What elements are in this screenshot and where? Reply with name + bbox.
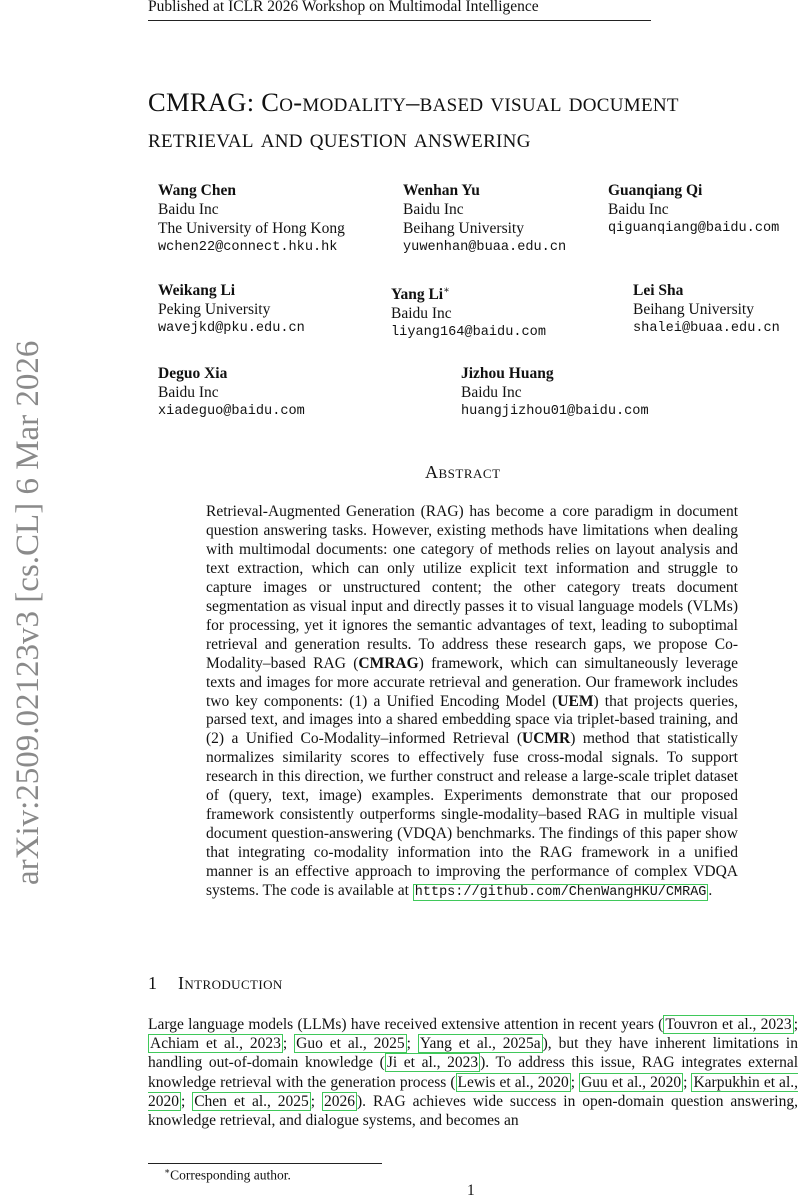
intro-paragraph xyxy=(148,1015,798,1130)
citation-link[interactable]: 2026 xyxy=(324,1092,356,1110)
intro-text: ; xyxy=(282,1035,295,1053)
author-affiliation: Baidu Inc xyxy=(403,201,464,218)
author-affiliation: Beihang University xyxy=(633,301,754,318)
author-affiliation: Baidu Inc xyxy=(461,384,522,401)
author-affiliation: Beihang University xyxy=(403,220,524,237)
abstract-body xyxy=(206,503,738,903)
author-name: Weikang Li xyxy=(158,282,236,299)
abstract-text: . xyxy=(708,882,713,900)
intro-text: ; xyxy=(310,1092,323,1110)
intro-text: ). To address this issue, RAG integrates external knowledge retrieval with the generation process ( xyxy=(148,1054,799,1091)
arxiv-stamp: arXiv:2509.02123v3 [cs.CL] 6 Mar 2026 xyxy=(10,340,46,885)
author-name: Deguo Xia xyxy=(158,365,228,382)
title-line-1: CMRAG: Co-modality–based visual document xyxy=(148,87,679,117)
author-name: Lei Sha xyxy=(633,282,684,299)
intro-text: ; xyxy=(181,1092,193,1110)
author-email[interactable]: yuwenhan@buaa.edu.cn xyxy=(403,240,567,255)
citation-link[interactable]: Lewis et al., 2020 xyxy=(457,1073,569,1091)
author-name: Wang Chen xyxy=(158,182,236,199)
code-url-link[interactable]: https://github.com/ChenWangHKU/CMRAG xyxy=(414,885,707,901)
author-email[interactable]: shalei@buaa.edu.cn xyxy=(633,321,780,336)
footnote xyxy=(164,1166,291,1184)
abstract-bold-term: CMRAG xyxy=(358,654,419,672)
author-email[interactable]: xiadeguo@baidu.com xyxy=(158,404,305,419)
citation-link[interactable]: Guo et al., 2025 xyxy=(296,1035,405,1053)
citation-link[interactable]: Achiam et al., 2023 xyxy=(150,1035,281,1053)
citation-link[interactable]: Touvron et al., 2023 xyxy=(665,1016,792,1033)
author-email[interactable]: huangjizhou01@baidu.com xyxy=(461,404,649,419)
citation-link[interactable]: Yang et al., 2025a xyxy=(419,1035,541,1053)
intro-text: Large language models (LLMs) have received extensive attention in recent years ( xyxy=(148,1016,664,1033)
author-block xyxy=(403,181,566,257)
author-name-text: Yang Li xyxy=(391,286,444,304)
paper-title xyxy=(148,84,798,156)
author-email[interactable]: qiguanqiang@baidu.com xyxy=(608,221,780,236)
intro-text: ; xyxy=(793,1016,798,1033)
running-header: Published at ICLR 2026 Workshop on Multimodal Intelligence xyxy=(148,0,539,15)
author-affiliation: Baidu Inc xyxy=(608,201,669,218)
abstract-bold-term: UCMR xyxy=(522,730,571,748)
author-name: Wenhan Yu xyxy=(403,182,480,199)
author-email[interactable]: wavejkd@pku.edu.cn xyxy=(158,321,305,336)
author-affiliation: The University of Hong Kong xyxy=(158,220,345,237)
author-block xyxy=(158,364,305,421)
author-name xyxy=(391,281,546,304)
citation-link[interactable]: Chen et al., 2025 xyxy=(194,1092,309,1110)
section-heading xyxy=(148,973,283,994)
citation-link[interactable]: Karpukhin et al., 2020 xyxy=(148,1073,798,1110)
author-affiliation: Baidu Inc xyxy=(158,201,219,218)
author-affiliation: Peking University xyxy=(158,301,271,318)
intro-text: ; xyxy=(570,1073,580,1091)
author-name: Jizhou Huang xyxy=(461,365,554,382)
author-affiliation: Baidu Inc xyxy=(391,305,452,323)
footnote-marker: ∗ xyxy=(164,1166,171,1176)
author-name: Guanqiang Qi xyxy=(608,182,703,199)
abstract-bold-term: UEM xyxy=(557,692,594,710)
section-number: 1 xyxy=(148,973,157,993)
author-block xyxy=(158,181,345,257)
page-number: 1 xyxy=(467,1182,475,1199)
abstract-text: ) method that statistically normalizes similarity scores to effectively fuse cross-modal signals. To support research in this direction, we further construct and release a large-scale triplet dataset of (query, text, image) examples. Experiments demonstrate that our proposed framework consistently outperforms single-modality–based RAG in multiple visual document question-answering (VDQA) benchmarks. The findings of this paper show that integrating co-modality information into the RAG framework in a unified manner is an effective approach to improving the performance of complex VDQA systems. The code is available at xyxy=(206,730,739,900)
intro-text: ), but they have inherent limitations in handling out-of-domain knowledge ( xyxy=(148,1035,798,1072)
author-affiliation: Baidu Inc xyxy=(158,384,219,401)
author-block xyxy=(633,281,780,338)
abstract-text: ) framework, which can simultaneously leverage texts and images for more accurate retrieval and generation. Our framework includes two key components: (1) a Unified Encoding Model ( xyxy=(206,654,738,710)
footnote-rule xyxy=(148,1163,382,1164)
author-block xyxy=(158,281,305,338)
author-block xyxy=(461,364,649,421)
citation-link[interactable]: Guu et al., 2020 xyxy=(581,1073,682,1091)
abstract-text: Retrieval-Augmented Generation (RAG) has become a core paradigm in document question answering tasks. However, existing methods have limitations when dealing with multimodal documents: one category of methods relies on layout analysis and text extraction, which can only utilize explicit text information and struggle to capture images or unstructured content; the other category treats document segmentation as visual input and directly passes it to visual language models (VLMs) for processing, yet it ignores the semantic advantages of text, leading to suboptimal retrieval and generation results. To address these research gaps, we propose Co-Modality–based RAG ( xyxy=(206,503,738,672)
corresponding-marker: ∗ xyxy=(443,285,450,296)
header-rule xyxy=(148,20,651,21)
title-line-2: retrieval and question answering xyxy=(148,123,531,153)
footnote-text: Corresponding author. xyxy=(170,1167,291,1183)
abstract-text: ) that projects queries, parsed text, and images into a shared embedding space via triplet-based training, and (2) a Unified Co-Modality–informed Retrieval ( xyxy=(206,692,738,748)
author-email[interactable]: liyang164@baidu.com xyxy=(391,325,546,341)
intro-text: ). RAG achieves wide success in open-domain question answering, knowledge retrieval, and dialogue systems, and becomes an xyxy=(148,1092,798,1130)
intro-text: ; xyxy=(406,1035,418,1053)
intro-text: ; xyxy=(683,1073,692,1091)
author-email[interactable]: wchen22@connect.hku.hk xyxy=(158,240,338,255)
abstract-heading: Abstract xyxy=(425,462,501,482)
section-title: Introduction xyxy=(178,973,283,993)
author-block xyxy=(608,181,779,238)
citation-link[interactable]: Ji et al., 2023 xyxy=(386,1054,479,1072)
author-block xyxy=(391,281,546,342)
